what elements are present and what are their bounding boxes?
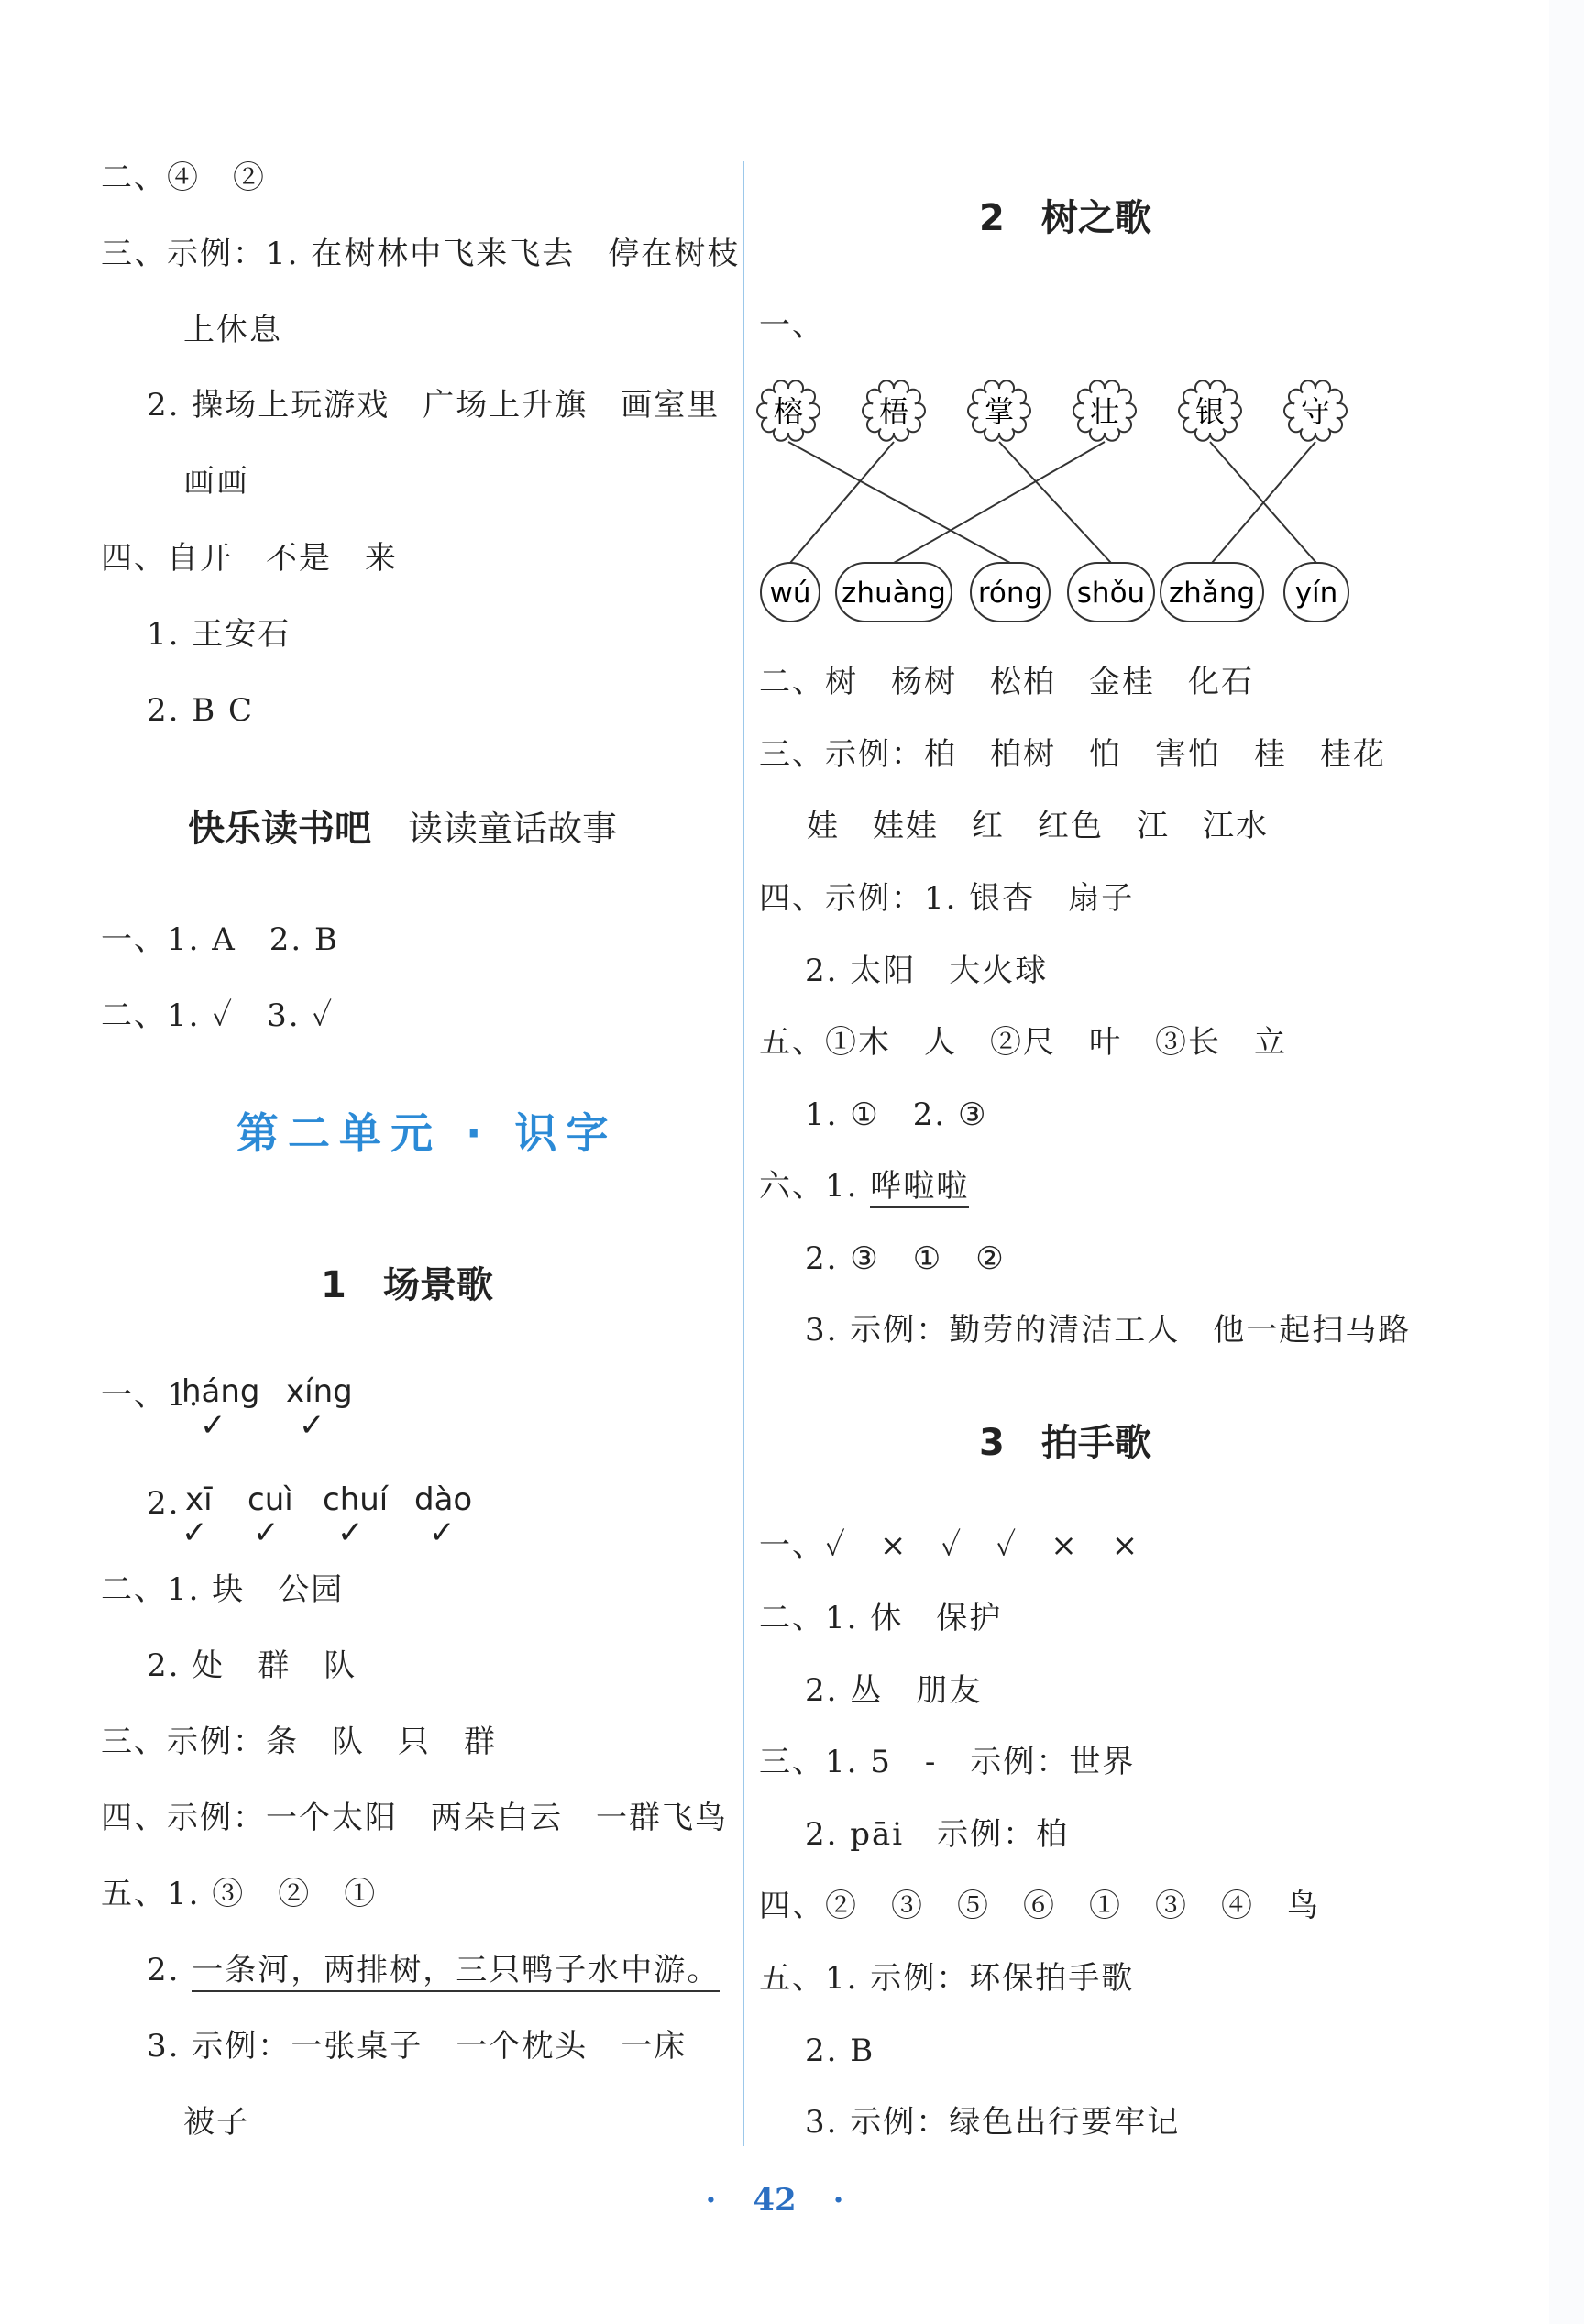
pinyin: cuì [248, 1481, 293, 1518]
answer-line: 三、示例：1. 在树林中飞来飞去 停在树枝 [101, 236, 741, 272]
flower-char-4 [1179, 380, 1241, 440]
svg-text:shǒu: shǒu [1076, 577, 1146, 610]
answer-line [147, 1950, 720, 1990]
answer-line: 四、② ③ ⑤ ⑥ ① ③ ④ 鸟 [759, 1888, 1320, 1924]
answer-line: 2. B [805, 2032, 875, 2069]
page-number [0, 2182, 1549, 2219]
answer-line: 五、1. ③ ② ① [101, 1876, 378, 1912]
lesson-title: 3 拍手歌 [979, 1422, 1151, 1464]
svg-text:zhǎng: zhǎng [1168, 577, 1256, 610]
decorative-dot: · [832, 2182, 844, 2219]
answer-line: 2. 操场上玩游戏 广场上升旗 画室里 [147, 387, 720, 424]
svg-text:银: 银 [1194, 394, 1226, 429]
lesson-title: 2 树之歌 [979, 197, 1151, 239]
svg-text:yín: yín [1294, 577, 1338, 610]
answer-line: 一、✓ × ✓ ✓ × × [759, 1527, 1140, 1564]
svg-text:zhuàng: zhuàng [842, 577, 946, 610]
answer-line: 2. ③ ① ② [805, 1240, 1006, 1277]
section-title-reading [188, 799, 617, 852]
pinyin-oval-5 [1284, 563, 1348, 622]
answer-line: 1. ① 2. ③ [805, 1096, 988, 1133]
answer-line: 画画 [183, 463, 249, 500]
answer-line-prefix: 一、1. [101, 1377, 201, 1414]
answer-line: 上休息 [183, 312, 282, 348]
reading-subtitle: 读读童话故事 [408, 809, 618, 849]
answer-line: 四、示例：一个太阳 两朵白云 一群飞鸟 [101, 1800, 728, 1836]
pinyin: xíng [286, 1373, 353, 1410]
answer-line: 二、1. 块 公园 [101, 1571, 345, 1608]
flower-char-3 [1073, 380, 1136, 440]
answer-prefix: 六、1. [759, 1168, 859, 1205]
pinyin-oval-0 [761, 563, 820, 622]
svg-text:榕: 榕 [773, 394, 804, 429]
answer-line: 五、①木 人 ②尺 叶 ③长 立 [759, 1024, 1287, 1061]
match-link [788, 442, 1010, 563]
answer-line: 四、示例：1. 银杏 扇子 [759, 880, 1135, 917]
check-icon: ✓ [337, 1514, 364, 1551]
answer-line: 2. B C [147, 692, 255, 729]
answer-line: 二、1. 休 保护 [759, 1600, 1003, 1636]
match-link [894, 442, 1105, 563]
check-icon: ✓ [299, 1407, 325, 1444]
svg-text:壮: 壮 [1089, 394, 1120, 429]
pinyin: háng [182, 1373, 260, 1410]
answer-line: 2. 丛 朋友 [805, 1672, 983, 1709]
svg-text:梧: 梧 [878, 394, 909, 429]
answer-line: 三、1. 5 - 示例：世界 [759, 1744, 1136, 1780]
svg-text:掌: 掌 [984, 394, 1015, 429]
flower-char-2 [968, 380, 1030, 440]
pinyin: dào [414, 1481, 473, 1518]
check-icon: ✓ [200, 1407, 226, 1444]
pinyin-oval-3 [1068, 563, 1154, 622]
answer-line: 2. pāi 示例：柏 [805, 1816, 1070, 1853]
check-icon: ✓ [253, 1514, 280, 1551]
answer-line: 2. 处 群 队 [147, 1647, 358, 1684]
pinyin-oval-2 [971, 563, 1050, 622]
answer-line: 1. 王安石 [147, 616, 292, 653]
column-divider [742, 161, 744, 2146]
answer-line: 娃 娃娃 红 红色 江 江水 [807, 808, 1269, 844]
reading-title: 快乐读书吧 [188, 808, 371, 850]
flower-char-1 [863, 380, 925, 440]
page-number-text: 42 [753, 2182, 797, 2219]
pinyin: chuí [323, 1481, 389, 1518]
answer-line: 3. 示例：勤劳的清洁工人 他一起扫马路 [805, 1312, 1412, 1349]
answer-line: 二、④ ② [101, 160, 266, 196]
answer-line: 二、1. ✓ 3. ✓ [101, 997, 335, 1034]
answer-prefix: 2. [147, 1952, 181, 1988]
underlined-answer: 一条河，两排树，三只鸭子水中游。 [192, 1952, 720, 1992]
answer-line-prefix: 2. [147, 1485, 181, 1522]
svg-text:守: 守 [1300, 394, 1331, 429]
lesson-title: 1 场景歌 [321, 1264, 493, 1306]
answer-line: 2. 太阳 大火球 [805, 953, 1049, 989]
answer-line: 三、示例：条 队 只 群 [101, 1724, 497, 1760]
answer-line: 被子 [183, 2104, 249, 2141]
pinyin: xī [185, 1481, 213, 1518]
answer-line: 3. 示例：一张桌子 一个枕头 一床 [147, 2028, 688, 2065]
pinyin-oval-1 [836, 563, 952, 622]
flower-char-0 [757, 380, 820, 440]
check-icon: ✓ [429, 1514, 456, 1551]
answer-line: 三、示例：柏 柏树 怕 害怕 桂 桂花 [759, 736, 1386, 773]
check-icon: ✓ [182, 1514, 208, 1551]
match-link [790, 442, 894, 563]
answer-line: 二、树 杨树 松柏 金桂 化石 [759, 664, 1254, 700]
svg-text:róng: róng [977, 577, 1043, 610]
matching-diagram [752, 367, 1357, 642]
answer-line: 五、1. 示例：环保拍手歌 [759, 1960, 1135, 1997]
answer-line: 一、 [759, 307, 825, 344]
flower-char-5 [1284, 380, 1347, 440]
answer-line: 一、1. A 2. B [101, 921, 340, 958]
svg-text:wú: wú [769, 577, 811, 610]
answer-line [759, 1166, 969, 1206]
answer-line: 四、自开 不是 来 [101, 540, 398, 577]
match-link [999, 442, 1111, 563]
pinyin-oval-4 [1160, 563, 1263, 622]
unit-title: 第二单元 · 识字 [236, 1108, 618, 1158]
answer-line: 3. 示例：绿色出行要牢记 [805, 2104, 1181, 2141]
underlined-answer: 哗啦啦 [870, 1168, 969, 1208]
decorative-dot: · [705, 2182, 717, 2219]
